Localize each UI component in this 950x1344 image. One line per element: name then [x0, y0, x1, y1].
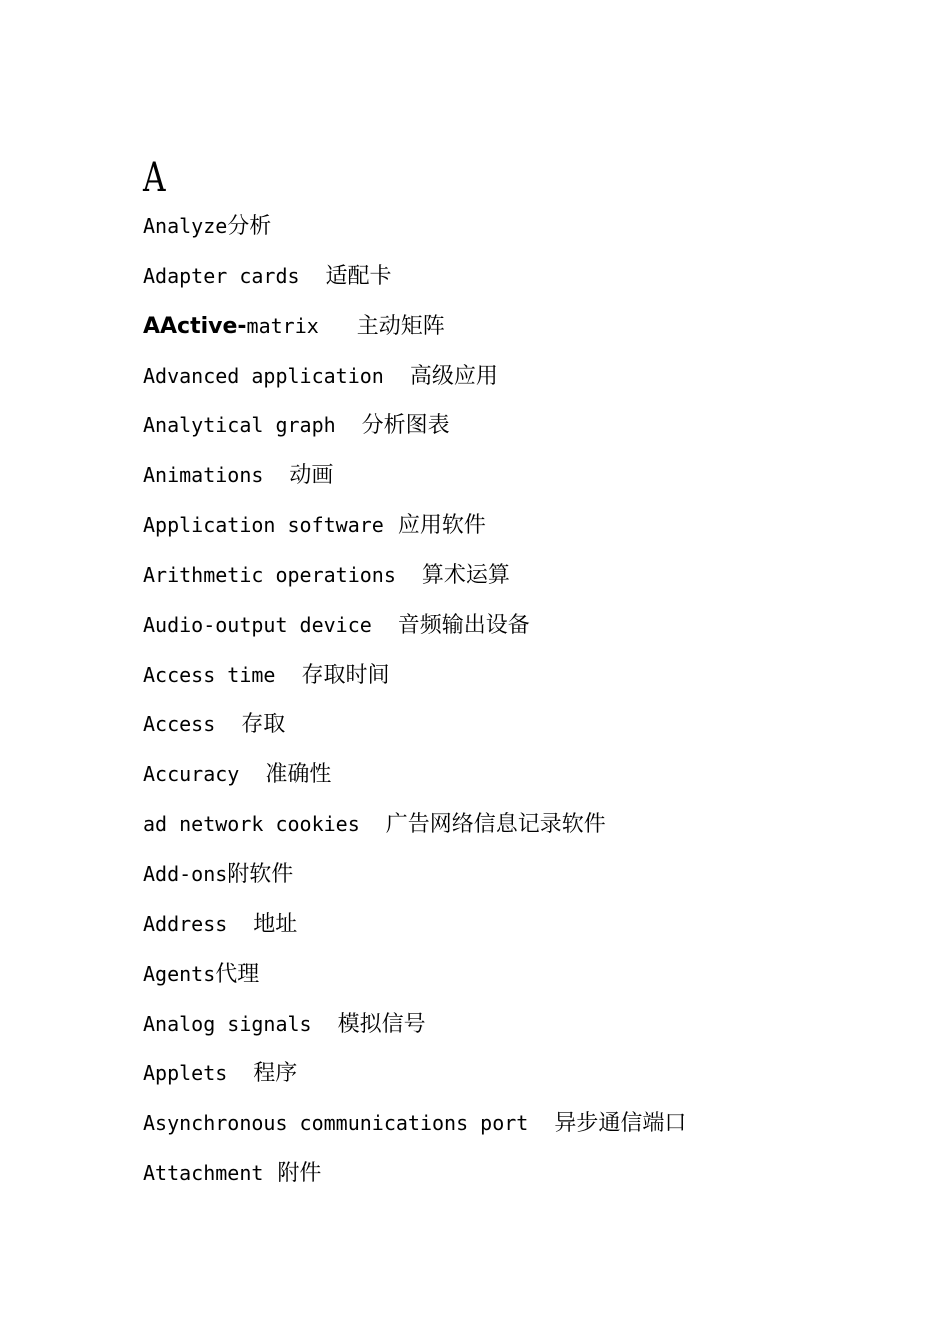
entry-translation: 音频输出设备 [397, 612, 530, 638]
entry-term: Audio-output device [143, 612, 372, 637]
entry-translation: 主动矩阵 [356, 313, 445, 339]
glossary-entry [143, 356, 686, 406]
entry-translation: 模拟信号 [337, 1011, 426, 1037]
entry-translation: 异步通信端口 [554, 1111, 687, 1137]
entry-term: Agents [143, 961, 216, 986]
entry-translation: 代理 [215, 961, 260, 987]
entry-translation: 应用软件 [397, 513, 486, 539]
glossary-entry [143, 555, 686, 605]
entry-term: Arithmetic operations [143, 562, 396, 587]
glossary-entry [143, 754, 686, 804]
glossary-entry [143, 904, 686, 954]
entry-translation: 广告网络信息记录软件 [385, 812, 606, 838]
glossary-entry [143, 605, 686, 655]
glossary-entry [143, 954, 686, 1004]
entry-term: Applets [143, 1061, 228, 1086]
glossary-entry [143, 704, 686, 754]
glossary-entry [143, 804, 686, 854]
entry-translation: 程序 [253, 1061, 298, 1087]
entry-translation: 高级应用 [409, 363, 498, 389]
entry-term: Access [143, 712, 216, 737]
entry-term: matrix [246, 313, 319, 338]
entry-term: Animations [143, 463, 264, 488]
glossary-entry [143, 306, 686, 356]
entry-term: Accuracy [143, 762, 240, 787]
entry-term: Analog signals [143, 1011, 312, 1036]
entry-translation: 分析 [227, 214, 272, 239]
entry-term: Adapter cards [143, 263, 300, 288]
glossary-entry [143, 1004, 686, 1054]
entry-term: Analytical graph [143, 413, 336, 438]
entry-term: Access time [143, 662, 276, 687]
glossary-entry [143, 256, 686, 306]
entry-translation: 动画 [289, 463, 334, 489]
glossary-entry [143, 405, 686, 455]
glossary-list [143, 206, 686, 1203]
entry-term: Attachment [143, 1161, 264, 1186]
entry-term: Address [143, 911, 228, 936]
section-heading: A [143, 155, 166, 201]
glossary-entry [143, 455, 686, 505]
entry-term: Advanced application [143, 363, 384, 388]
glossary-entry [143, 854, 686, 904]
entry-translation: 附件 [277, 1161, 322, 1187]
glossary-entry [143, 1153, 686, 1203]
entry-term-bold: AActive- [143, 313, 247, 339]
entry-translation: 存取 [241, 712, 286, 738]
glossary-entry [143, 505, 686, 555]
entry-term: Add-ons [143, 861, 228, 886]
entry-term: Asynchronous communications port [143, 1111, 529, 1136]
glossary-entry [143, 1053, 686, 1103]
glossary-entry [143, 655, 686, 705]
entry-translation: 存取时间 [301, 662, 390, 688]
entry-translation: 准确性 [265, 762, 332, 788]
entry-translation: 算术运算 [421, 562, 510, 588]
entry-term: Analyze [143, 214, 228, 238]
entry-translation: 地址 [253, 911, 298, 937]
glossary-entry [143, 1103, 686, 1153]
glossary-entry [143, 206, 686, 256]
entry-term: ad network cookies [143, 812, 360, 837]
entry-translation: 适配卡 [325, 263, 392, 289]
entry-translation: 附软件 [227, 861, 294, 887]
entry-translation: 分析图表 [361, 413, 450, 439]
entry-term: Application software [143, 513, 384, 538]
